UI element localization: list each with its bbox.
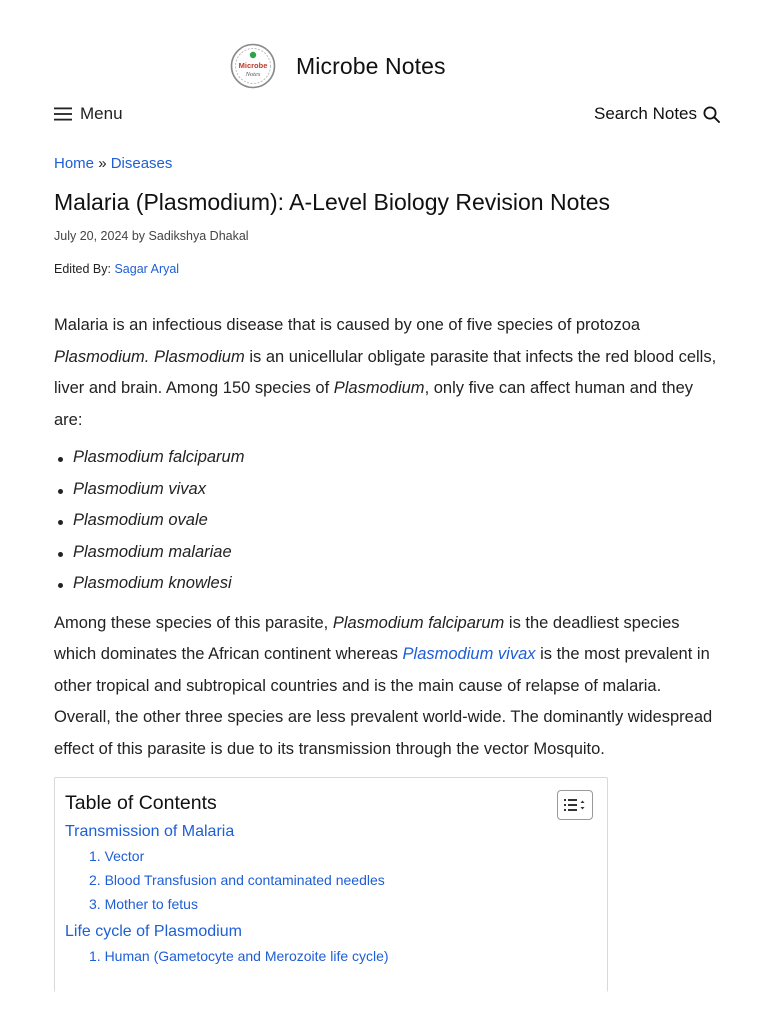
search-icon xyxy=(703,106,720,123)
post-author: Sadikshya Dhakal xyxy=(148,229,249,243)
toc-link-human-cycle[interactable]: 1. Human (Gametocyte and Merozoite life cycle) xyxy=(89,948,389,964)
list-item: Plasmodium knowlesi xyxy=(54,568,718,600)
toc-link-life-cycle[interactable]: Life cycle of Plasmodium xyxy=(65,923,242,940)
brand[interactable] xyxy=(230,42,446,90)
logo-subtext: Notes xyxy=(245,71,261,78)
hamburger-icon xyxy=(54,107,72,121)
breadcrumb-home-link[interactable]: Home xyxy=(54,155,95,172)
intro-italic-2: Plasmodium xyxy=(333,379,425,397)
intro-text-3: , only five can affect human and they are: xyxy=(54,379,694,429)
table-of-contents xyxy=(54,777,608,992)
site-title[interactable]: Microbe Notes xyxy=(296,52,446,79)
intro-paragraph xyxy=(54,310,718,436)
intro-italic-1: Plasmodium. Plasmodium xyxy=(54,347,245,366)
article-body xyxy=(54,310,718,765)
toc-title: Table of Contents xyxy=(65,792,217,814)
editor-link[interactable]: Sagar Aryal xyxy=(114,262,180,276)
search-label: Search Notes xyxy=(594,104,697,123)
toc-link-mother-to-fetus[interactable]: 3. Mother to fetus xyxy=(89,896,198,912)
intro-text-1: Malaria is an infectious disease that is caused by one of five species of protozoa xyxy=(54,316,641,334)
toc-toggle-button[interactable] xyxy=(557,790,593,820)
breadcrumb xyxy=(54,155,172,172)
site-header xyxy=(0,0,768,140)
post-date: July 20, 2024 xyxy=(54,229,129,243)
toc-link-transmission[interactable]: Transmission of Malaria xyxy=(65,823,235,840)
intro-text-2: is an unicellular obligate parasite that infects the red blood cells, liver and brain. Among 150 species of xyxy=(54,347,717,397)
species-text-1: Among these species of this parasite, xyxy=(54,613,333,632)
list-item: Plasmodium malariae xyxy=(54,537,718,569)
breadcrumb-diseases-link[interactable]: Diseases xyxy=(110,155,173,172)
menu-button[interactable] xyxy=(54,104,123,124)
toc-link-blood-transfusion[interactable]: 2. Blood Transfusion and contaminated needles xyxy=(89,872,385,888)
edited-label: Edited By: xyxy=(54,262,111,276)
list-toggle-icon xyxy=(564,798,586,812)
search-button[interactable] xyxy=(594,104,720,124)
species-paragraph xyxy=(54,608,718,766)
toc-link-vector[interactable]: 1. Vector xyxy=(89,848,145,864)
species-italic-1: Plasmodium falciparum xyxy=(332,613,505,632)
breadcrumb-separator: » xyxy=(98,155,107,172)
logo-text: Microbe xyxy=(238,61,268,70)
list-item: Plasmodium vivax xyxy=(54,474,718,506)
post-by: by xyxy=(131,229,146,243)
menu-label: Menu xyxy=(80,104,123,123)
edited-by xyxy=(54,262,179,276)
species-text-2: is the deadliest species which dominates the African continent whereas xyxy=(54,613,680,663)
list-item: Plasmodium ovale xyxy=(54,505,718,537)
species-list xyxy=(54,442,718,600)
plasmodium-vivax-link[interactable]: Plasmodium vivax xyxy=(402,645,536,663)
list-item: Plasmodium falciparum xyxy=(54,442,718,474)
site-logo-icon[interactable] xyxy=(230,43,276,89)
page-title: Malaria (Plasmodium): A-Level Biology Revision Notes xyxy=(54,189,611,215)
post-meta xyxy=(54,229,249,243)
species-text-3: is the most prevalent in other tropical and subtropical countries and is the main cause of relapse of malaria. Overall, the other three species are less prevalent world-wide. The dominantly widespread effect of this parasite is due to its transmission through the vector Mosquito. xyxy=(54,645,713,758)
